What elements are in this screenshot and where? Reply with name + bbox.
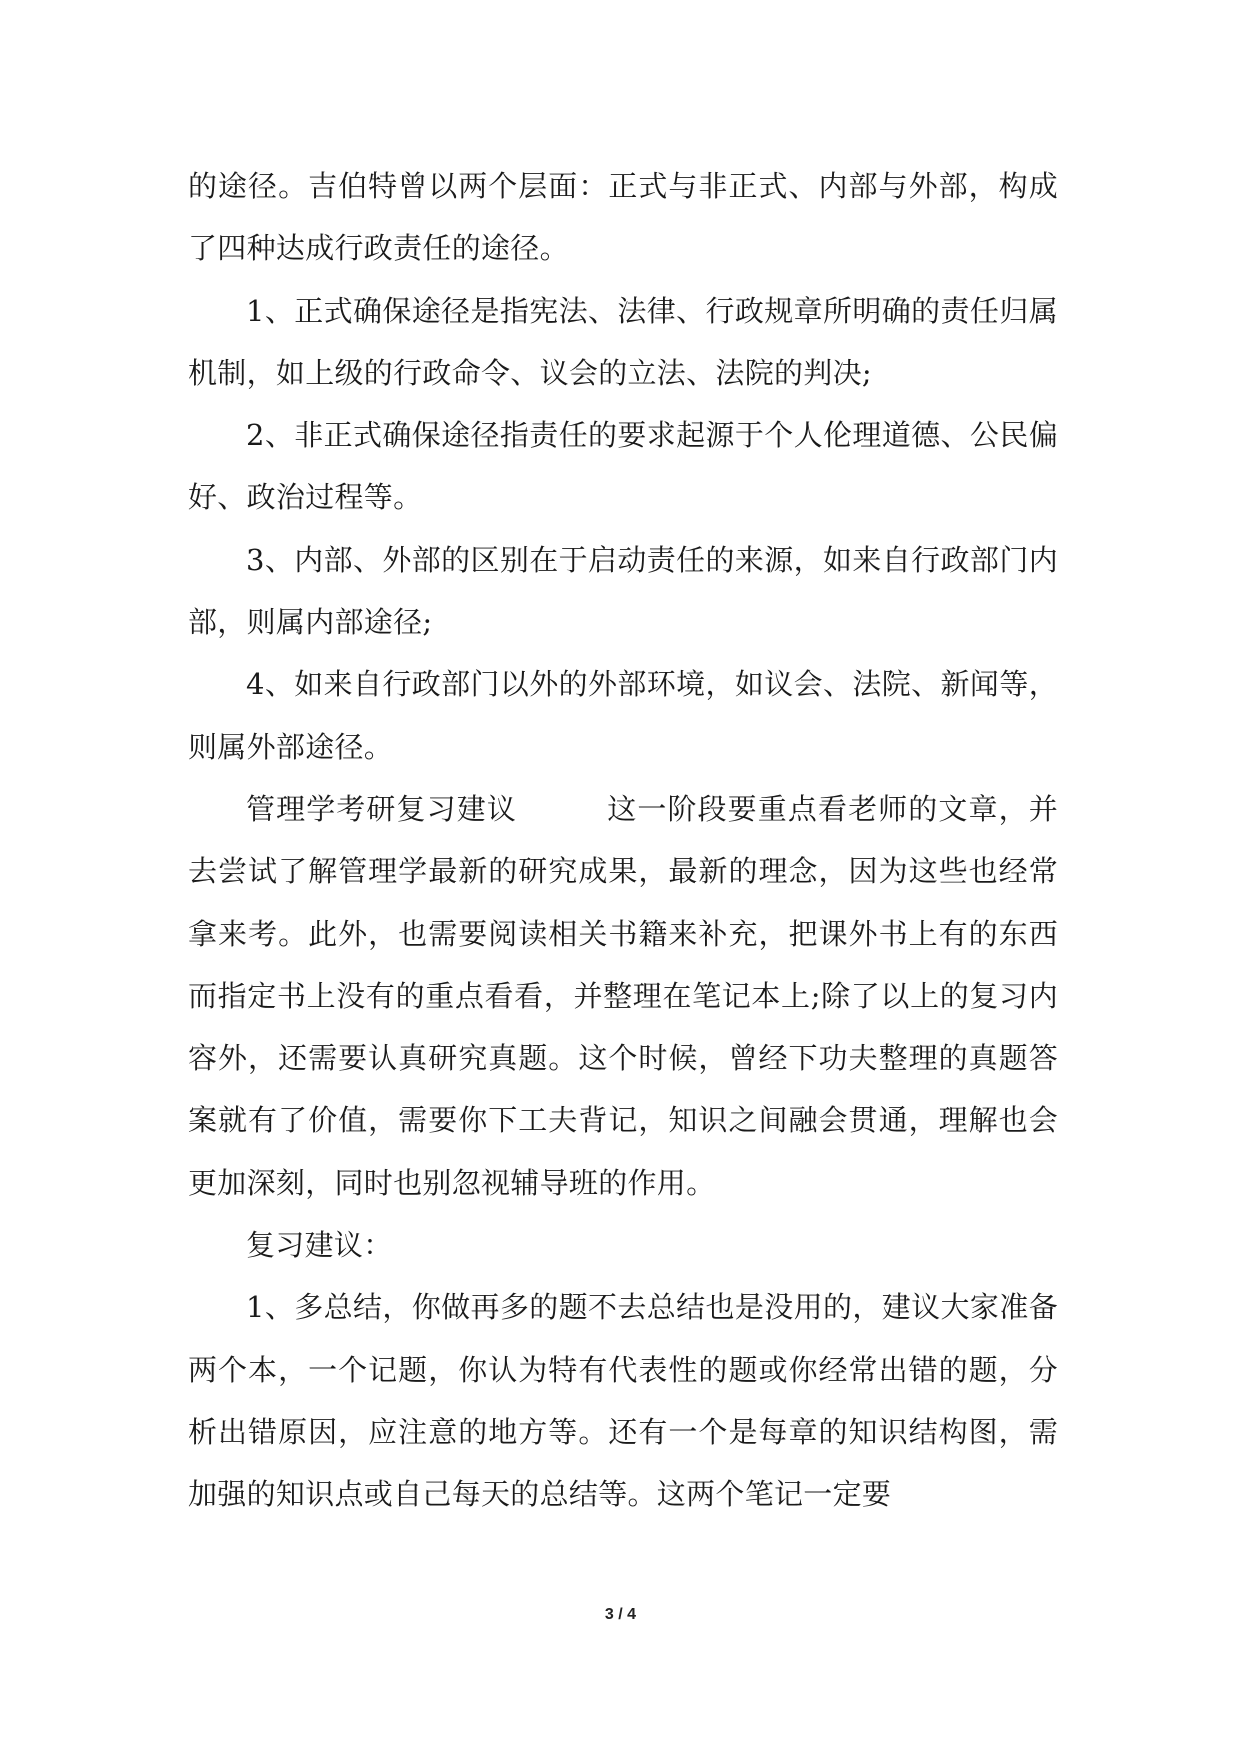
paragraph-item-2: 2、非正式确保途径指责任的要求起源于个人伦理道德、公民偏好、政治过程等。 [188,418,1058,515]
paragraph-review-advice: 管理学考研复习建议 这一阶段要重点看老师的文章，并去尝试了解管理学最新的研究成果，最新的理念，因为这些也经常拿来考。此外，也需要阅读相关书籍来补充，把课外书上有的东西而指定书上没有的重点看看，并整理在笔记本上;除了以上的复习内容外，还需要认真研究真题。这个时候，曾经下功夫整理的真题答案就有了价值，需要你下工夫背记，知识之间融会贯通，理解也会更加深刻，同时也别忽视辅导班的作用。 [188,791,1058,1200]
paragraph-advice-1: 1、多总结，你做再多的题不去总结也是没用的，建议大家准备两个本，一个记题，你认为特有代表性的题或你经常出错的题，分析出错原因，应注意的地方等。还有一个是每章的知识结构图，需加强的知识点或自己每天的总结等。这两个笔记一定要 [188,1290,1058,1512]
paragraph-heading-advice: 复习建议： [246,1228,393,1263]
body-text [188,155,1058,1526]
paragraph-item-1: 1、正式确保途径是指宪法、法律、行政规章所明确的责任归属机制，如上级的行政命令、议会的立法、法院的判决; [188,293,1058,390]
paragraph-item-3: 3、内部、外部的区别在于启动责任的来源，如来自行政部门内部，则属内部途径; [188,542,1058,640]
paragraph-continuation: 的途径。吉伯特曾以两个层面：正式与非正式、内部与外部，构成了四种达成行政责任的途径。 [188,169,1058,266]
paragraph-item-4: 4、如来自行政部门以外的外部环境，如议会、法院、新闻等，则属外部途径。 [188,667,1058,764]
page-number: 3 / 4 [604,1606,637,1623]
